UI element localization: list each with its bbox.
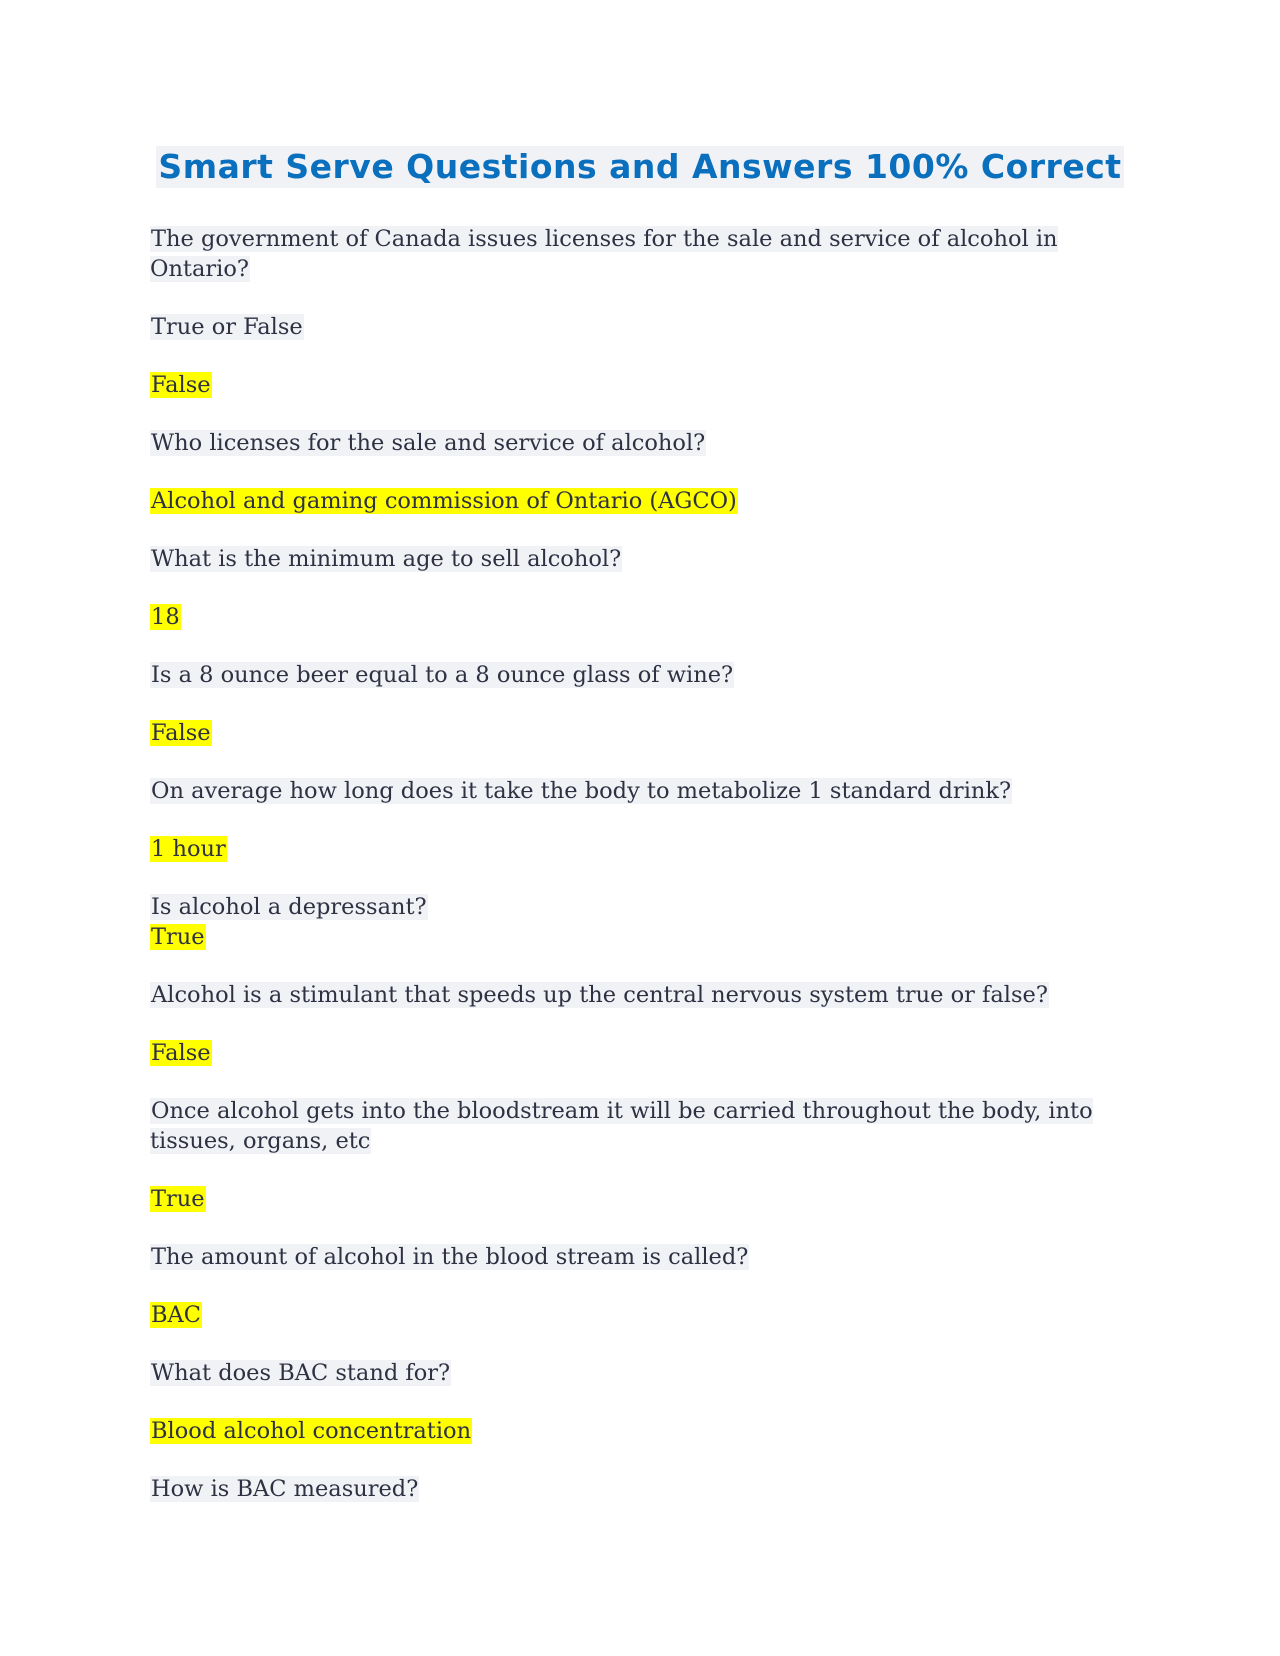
question-line: Is a 8 ounce beer equal to a 8 ounce glass of wine? — [151, 662, 734, 688]
question-line: Alcohol is a stimulant that speeds up the central nervous system true or false? — [151, 982, 1048, 1008]
question-line: Once alcohol gets into the bloodstream it will be carried throughout the body, into tissues, organs, etc — [150, 1098, 1093, 1154]
answer-line: False — [151, 1040, 211, 1066]
question-line: What is the minimum age to sell alcohol? — [151, 546, 622, 572]
question-line: Who licenses for the sale and service of alcohol? — [151, 430, 706, 456]
question-line: On average how long does it take the body to metabolize 1 standard drink? — [151, 778, 1012, 804]
answer-line: False — [151, 720, 211, 746]
answer-line: BAC — [151, 1302, 201, 1328]
answer-line: 1 hour — [151, 836, 226, 862]
answer-line: Alcohol and gaming commission of Ontario (AGCO) — [151, 488, 737, 514]
answer-line: True — [151, 1186, 205, 1212]
answer-line: True — [151, 924, 205, 950]
answer-line: Blood alcohol concentration — [151, 1418, 472, 1444]
question-line: The government of Canada issues licenses for the sale and service of alcohol in Ontario? — [150, 226, 1058, 282]
question-line: What does BAC stand for? — [151, 1360, 451, 1386]
question-line: How is BAC measured? — [151, 1476, 419, 1502]
qa-body — [150, 224, 1130, 1532]
question-line: Is alcohol a depressant? — [151, 894, 427, 920]
document-title: Smart Serve Questions and Answers 100% Correct — [158, 147, 1122, 186]
question-line: The amount of alcohol in the blood stream is called? — [151, 1244, 749, 1270]
title-container — [0, 146, 1280, 188]
answer-line: False — [151, 372, 211, 398]
answer-line: 18 — [151, 604, 180, 630]
question-line: True or False — [151, 314, 303, 340]
